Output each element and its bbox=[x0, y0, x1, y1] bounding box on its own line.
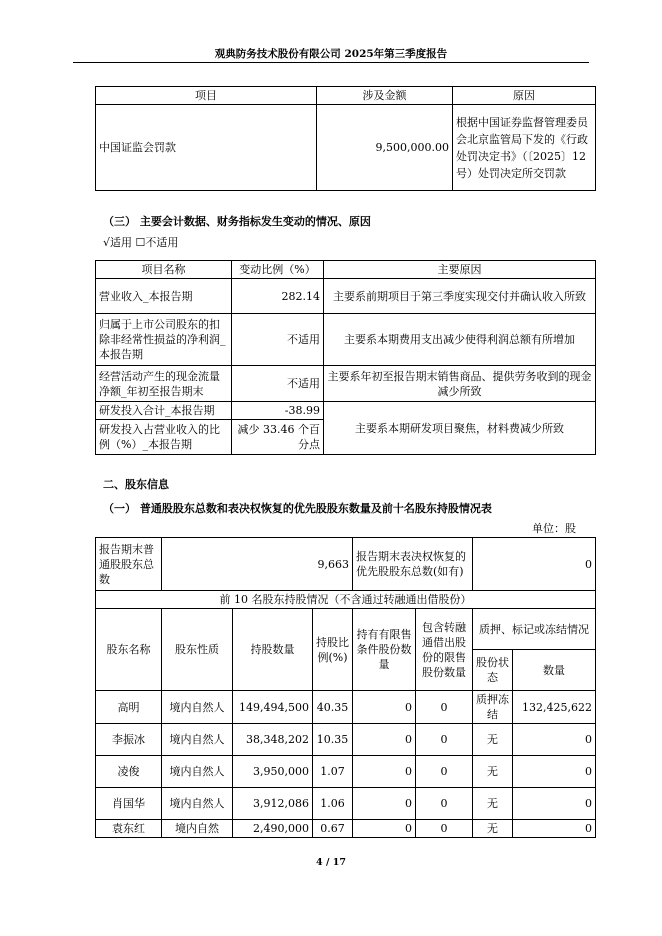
shareholder-nature: 境内自然人 bbox=[162, 788, 233, 820]
shareholder-restricted: 0 bbox=[353, 691, 416, 724]
shareholder-name: 李振冰 bbox=[96, 724, 162, 756]
header-name: 股东名称 bbox=[96, 609, 162, 691]
table-row bbox=[96, 314, 596, 366]
section-2-1-title: （一） 普通股股东总数和表决权恢复的优先股股东数量及前十名股东持股情况表 bbox=[103, 502, 492, 515]
shareholder-quantity: 0 bbox=[513, 788, 596, 820]
shareholder-restricted: 0 bbox=[353, 788, 416, 820]
shareholder-lending: 0 bbox=[416, 691, 473, 724]
shareholder-name: 高明 bbox=[96, 691, 162, 724]
shareholder-quantity: 0 bbox=[513, 756, 596, 788]
change-ratio: -38.99 bbox=[232, 402, 324, 420]
shareholder-status: 无 bbox=[473, 788, 513, 820]
header-nature: 股东性质 bbox=[162, 609, 233, 691]
penalty-header-reason: 原因 bbox=[453, 87, 596, 105]
shareholder-restricted: 0 bbox=[353, 756, 416, 788]
shareholder-lending: 0 bbox=[416, 788, 473, 820]
total-shareholders-value: 9,663 bbox=[162, 538, 353, 591]
change-reason: 主要系年初至报告期末销售商品、提供劳务收到的现金减少所致 bbox=[324, 366, 596, 402]
change-name: 归属于上市公司股东的扣除非经常性损益的净利润_本报告期 bbox=[96, 314, 232, 366]
preferred-shareholders-label: 报告期末表决权恢复的优先股股东总数(如有) bbox=[353, 538, 473, 591]
table-row bbox=[96, 366, 596, 402]
section-2-title: 二、股东信息 bbox=[103, 478, 169, 491]
shareholder-shares: 3,950,000 bbox=[233, 756, 313, 788]
shareholder-ratio: 0.67 bbox=[313, 820, 353, 838]
shareholder-ratio: 1.07 bbox=[313, 756, 353, 788]
change-name: 经营活动产生的现金流量净额_年初至报告期末 bbox=[96, 366, 232, 402]
shareholder-shares: 38,348,202 bbox=[233, 724, 313, 756]
shareholder-status: 质押冻结 bbox=[473, 691, 513, 724]
shareholder-restricted: 0 bbox=[353, 820, 416, 838]
shareholder-ratio: 40.35 bbox=[313, 691, 353, 724]
table-row bbox=[96, 402, 596, 420]
change-ratio: 不适用 bbox=[232, 314, 324, 366]
table-row bbox=[96, 788, 596, 820]
top10-title: 前 10 名股东持股情况（不含通过转融通出借股份） bbox=[96, 591, 596, 609]
shareholder-restricted: 0 bbox=[353, 724, 416, 756]
shareholder-shares: 3,912,086 bbox=[233, 788, 313, 820]
header-quantity: 数量 bbox=[513, 650, 596, 691]
unit-label: 单位：股 bbox=[532, 522, 576, 535]
change-reason: 主要系本期费用支出减少使得利润总额有所增加 bbox=[324, 314, 596, 366]
shareholder-table bbox=[95, 537, 596, 838]
shareholder-status: 无 bbox=[473, 756, 513, 788]
penalty-reason: 根据中国证券监督管理委员会北京监管局下发的《行政处罚决定书》（〔2025〕12号）处罚决定所交罚款 bbox=[453, 105, 596, 191]
header-rule bbox=[73, 62, 589, 63]
page-header: 观典防务技术股份有限公司 2025年第三季度报告 bbox=[214, 48, 448, 60]
table-row bbox=[96, 724, 596, 756]
header-restricted: 持有有限售条件股份数量 bbox=[353, 609, 416, 691]
shareholder-quantity: 0 bbox=[513, 724, 596, 756]
change-table bbox=[95, 260, 596, 455]
shareholder-nature: 境内自然人 bbox=[162, 691, 233, 724]
header-status: 股份状态 bbox=[473, 650, 513, 691]
shareholder-quantity: 0 bbox=[513, 820, 596, 838]
header-pledge: 质押、标记或冻结情况 bbox=[473, 609, 596, 650]
shareholder-name: 袁东红 bbox=[96, 820, 162, 838]
shareholder-name: 凌俊 bbox=[96, 756, 162, 788]
page-number: 4 / 17 bbox=[316, 857, 346, 868]
section-3-title: （三） 主要会计数据、财务指标发生变动的情况、原因 bbox=[103, 215, 371, 228]
total-shareholders-label: 报告期末普通股股东总数 bbox=[96, 538, 162, 591]
shareholder-nature: 境内自然 bbox=[162, 820, 233, 838]
shareholder-nature: 境内自然人 bbox=[162, 724, 233, 756]
header-lending: 包含转融通借出股份的限售股份数量 bbox=[416, 609, 473, 691]
header-shares: 持股数量 bbox=[233, 609, 313, 691]
applicable-checkbox: √适用 ☐不适用 bbox=[103, 236, 179, 249]
table-row bbox=[96, 820, 596, 838]
change-ratio: 不适用 bbox=[232, 366, 324, 402]
shareholder-status: 无 bbox=[473, 724, 513, 756]
shareholder-shares: 149,494,500 bbox=[233, 691, 313, 724]
change-ratio: 减少 33.46 个百分点 bbox=[232, 420, 324, 455]
shareholder-lending: 0 bbox=[416, 756, 473, 788]
shareholder-status: 无 bbox=[473, 820, 513, 838]
penalty-header-amount: 涉及金额 bbox=[317, 87, 453, 105]
change-ratio: 282.14 bbox=[232, 279, 324, 314]
penalty-item: 中国证监会罚款 bbox=[96, 105, 317, 191]
shareholder-lending: 0 bbox=[416, 724, 473, 756]
shareholder-quantity: 132,425,622 bbox=[513, 691, 596, 724]
penalty-amount: 9,500,000.00 bbox=[317, 105, 453, 191]
change-reason: 主要系前期项目于第三季度实现交付并确认收入所致 bbox=[324, 279, 596, 314]
header-ratio: 持股比例(%) bbox=[313, 609, 353, 691]
table-row bbox=[96, 279, 596, 314]
shareholder-ratio: 10.35 bbox=[313, 724, 353, 756]
table-row bbox=[96, 691, 596, 724]
change-name: 研发投入占营业收入的比例（%）_本报告期 bbox=[96, 420, 232, 455]
change-header-ratio: 变动比例（%） bbox=[232, 261, 324, 279]
preferred-shareholders-value: 0 bbox=[473, 538, 596, 591]
change-header-name: 项目名称 bbox=[96, 261, 232, 279]
penalty-header-item: 项目 bbox=[96, 87, 317, 105]
change-name: 营业收入_本报告期 bbox=[96, 279, 232, 314]
table-row bbox=[96, 756, 596, 788]
change-header-reason: 主要原因 bbox=[324, 261, 596, 279]
shareholder-nature: 境内自然人 bbox=[162, 756, 233, 788]
change-reason: 主要系本期研发项目聚焦，材料费减少所致 bbox=[324, 402, 596, 455]
shareholder-name: 肖国华 bbox=[96, 788, 162, 820]
change-name: 研发投入合计_本报告期 bbox=[96, 402, 232, 420]
shareholder-lending: 0 bbox=[416, 820, 473, 838]
shareholder-shares: 2,490,000 bbox=[233, 820, 313, 838]
penalty-table bbox=[95, 86, 596, 191]
shareholder-ratio: 1.06 bbox=[313, 788, 353, 820]
